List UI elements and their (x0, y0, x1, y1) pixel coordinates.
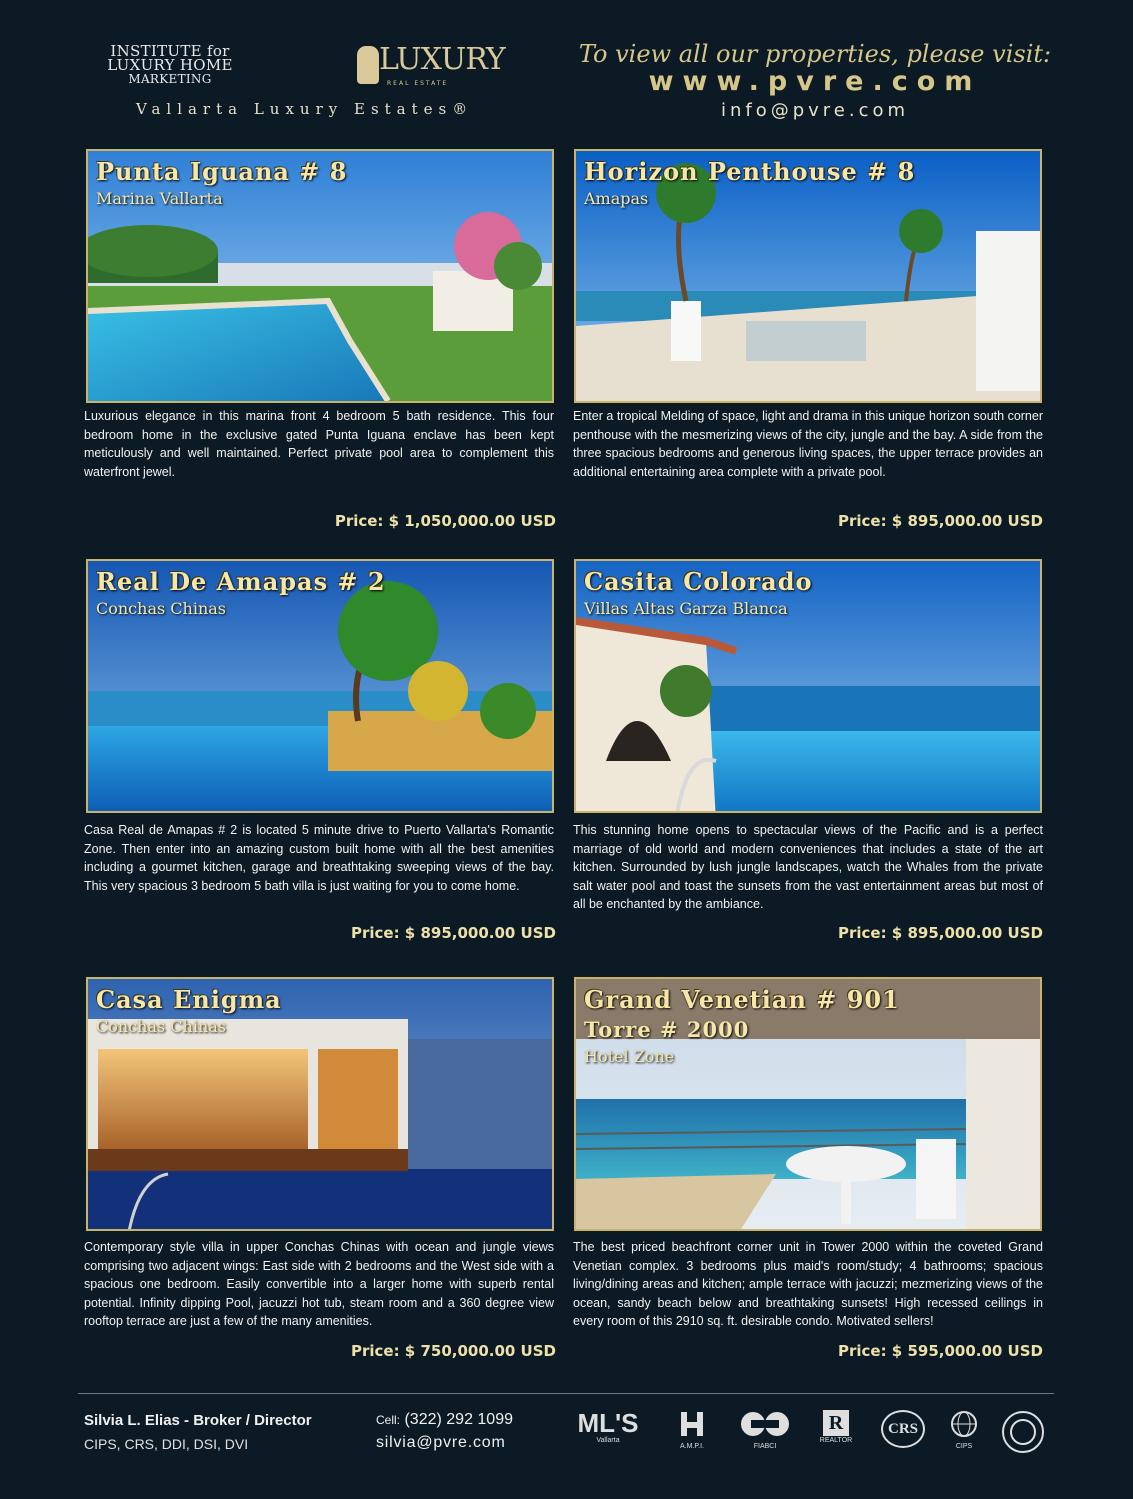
property-price: Price: $ 895,000.00 USD (837, 924, 1043, 942)
institute-logo (90, 44, 250, 86)
footer-divider (78, 1393, 1054, 1394)
fiabci-logo: FIABCI (736, 1410, 794, 1450)
realtor-logo: R REALTOR (819, 1412, 853, 1444)
lion-icon (357, 46, 379, 84)
institute-line2: LUXURY HOME (107, 56, 233, 74)
ampi-icon (677, 1410, 707, 1438)
property-title: Casita Colorado (584, 567, 813, 596)
property-photo-casa-enigma[interactable] (86, 977, 554, 1231)
property-subtitle: Torre # 2000 (584, 1017, 750, 1042)
crs-logo: CRS (880, 1410, 926, 1448)
property-title: Grand Venetian # 901 (584, 985, 900, 1014)
property-location: Hotel Zone (584, 1047, 675, 1066)
ampi-logo: A.M.P.I. (674, 1410, 710, 1450)
cips-logo: CIPS (946, 1410, 982, 1450)
website-link[interactable]: www.pvre.com (648, 66, 982, 97)
property-photo-horizon-penthouse[interactable] (574, 149, 1042, 403)
property-description: This stunning home opens to spectacular views of the Pacific and is a perfect marriage of old world and modern conveniences that includes a state of the art kitchen. Surrounded by lush jungle landscapes, watch the Whales from the private salt water pool and toast the sunsets from the vast entertainment areas but most of all be enchanted by the ambiance. (573, 823, 1043, 911)
broker-name: Silvia L. Elias - Broker / Director (84, 1412, 312, 1429)
broker-email[interactable]: silvia@pvre.com (376, 1434, 506, 1451)
cell-number: (322) 292 1099 (404, 1411, 513, 1428)
property-photo-real-de-amapas[interactable] (86, 559, 554, 813)
property-price: Price: $ 895,000.00 USD (837, 512, 1043, 530)
property-price: Price: $ 895,000.00 USD (350, 924, 556, 942)
property-title: Real De Amapas # 2 (96, 567, 386, 596)
luxury-word: LUXURY (379, 42, 505, 77)
institute-line3: MARKETING (128, 72, 212, 86)
property-description: Enter a tropical Melding of space, light and drama in this unique horizon south corner penthouse with the mesmerizing views of the city, jungle and the bay. A side from the three spacious bedrooms and generous living spaces, the upper terrace provides an additional entertaining area complete with a private pool. (573, 409, 1043, 479)
broker-credentials: CIPS, CRS, DDI, DSI, DVI (84, 1436, 249, 1452)
property-location: Villas Altas Garza Blanca (584, 599, 788, 618)
visit-text: To view all our properties, please visit: (578, 40, 1052, 68)
email-link[interactable]: info@pvre.com (720, 100, 910, 121)
luxury-logo (357, 42, 505, 90)
property-price: Price: $ 750,000.00 USD (350, 1342, 556, 1360)
property-description: The best priced beachfront corner unit in Tower 2000 within the coveted Grand Venetian complex. 3 bedrooms plus maid's room/study; 4 bathrooms; spacious living/dining areas and kitchen; ample terrace with jacuzzi; mezmerizing views of the ocean, sandy beach below and breathtaking sunsets! High recessed ceilings in every room of this 2910 sq. ft. desirable condo. Motivated sellers! (573, 1240, 1043, 1328)
ddi-seal-logo (1000, 1410, 1046, 1458)
globe-icon (737, 1410, 793, 1438)
property-location: Amapas (584, 189, 649, 208)
luxury-sub: REAL ESTATE (387, 80, 449, 87)
property-photo-casita-colorado[interactable] (574, 559, 1042, 813)
property-title: Casa Enigma (96, 985, 282, 1014)
property-price: Price: $ 1,050,000.00 USD (334, 512, 556, 530)
property-price: Price: $ 595,000.00 USD (837, 1342, 1043, 1360)
property-title: Horizon Penthouse # 8 (584, 157, 916, 186)
brand-name: Vallarta Luxury Estates® (136, 100, 474, 118)
property-description: Casa Real de Amapas # 2 is located 5 minute drive to Puerto Vallarta's Romantic Zone. Then enter into an amazing custom built home with all the best amenities including a gourmet kitchen, garage and breathtaking sweeping views of the bay. This very spacious 3 bedroom 5 bath villa is just waiting for you to come home. (84, 823, 554, 893)
property-location: Conchas Chinas (96, 599, 226, 618)
cell-phone[interactable] (376, 1411, 513, 1429)
institute-line1: INSTITUTE for (110, 42, 230, 60)
property-photo-grand-venetian[interactable] (574, 977, 1042, 1231)
property-photo-punta-iguana[interactable] (86, 149, 554, 403)
property-location: Conchas Chinas (96, 1017, 226, 1036)
seal-icon (1001, 1410, 1045, 1454)
cips-globe-icon (950, 1410, 978, 1438)
property-title: Punta Iguana # 8 (96, 157, 348, 186)
mls-logo: ML'S Vallarta (577, 1408, 639, 1444)
property-description: Contemporary style villa in upper Conchas Chinas with ocean and jungle views comprising two adjacent wings: East side with 2 bedrooms and the West side with a spacious one bedroom. Easily convertible into a larger home with superb rental potential. Infinity dipping Pool, jacuzzi hot tub, steam room and a 360 degree view rooftop terrace are just a few of the many amenities. (84, 1240, 554, 1328)
property-description: Luxurious elegance in this marina front 4 bedroom 5 bath residence. This four bedroom home in the exclusive gated Punta Iguana enclave has been kept meticulously and well maintained. Perfect private pool area to complement this waterfront jewel. (84, 409, 554, 479)
property-location: Marina Vallarta (96, 189, 223, 208)
cell-label: Cell: (376, 1413, 401, 1427)
